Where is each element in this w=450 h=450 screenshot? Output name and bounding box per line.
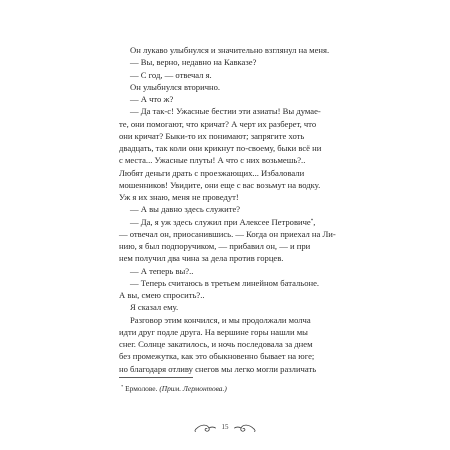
text-line: идти друг подле друга. На вершине горы нашли мы: [119, 326, 308, 337]
text-line: — Вы, верно, недавно на Кавказе?: [130, 57, 257, 68]
text-line: — Да так-с! Ужасные бестии эти азиаты! Вы думае-: [130, 106, 321, 117]
text-line: — А что ж?: [130, 94, 174, 104]
page-number: 15: [221, 423, 229, 431]
footnote-text: Ермолове.: [125, 384, 158, 393]
text-line: — С год, — отвечал я.: [130, 69, 212, 80]
text-line: те, они помогают, что кричат? А черт их разберет, что: [119, 118, 317, 129]
text-line: — отвечал он, приосанившись. — Когда он приехал на Ли-: [119, 228, 336, 239]
text-line-with-footnote: [119, 216, 331, 228]
text-line: мошенников! Увидите, они еще с вас возьмут на водку.: [119, 179, 321, 190]
text-line: но благодаря отливу снегов мы легко могли различать: [119, 363, 317, 374]
text-line: Уж я их знаю, меня не проведут!: [119, 192, 239, 202]
text-line: Он улыбнулся вторично.: [130, 81, 221, 92]
text-line: А вы, смею спросить?..: [119, 290, 205, 300]
text-line: снег. Солнце закатилось, и ночь последовала за днем: [119, 339, 313, 349]
footnote-note: (Прим. Лермонтова.): [159, 384, 227, 393]
text-line: нем получил два чина за дела против горцев.: [119, 253, 284, 264]
text-line-tail: ,: [313, 216, 316, 227]
text-line: — А теперь вы?..: [130, 265, 194, 276]
footnote-marker: *: [310, 218, 314, 224]
text-line: с места... Ужасные плуты! А что с них возьмешь?..: [119, 155, 306, 166]
footnote-mark: *: [121, 384, 124, 389]
body-text: [119, 44, 336, 375]
text-line: Я сказал ему.: [130, 302, 179, 313]
text-line: Разговор этим кончился, и мы продолжали молча: [130, 314, 311, 325]
footnote-divider: [119, 377, 193, 378]
footnote: [121, 384, 227, 394]
text-line-content: — Да, я уж здесь служил при Алексее Петровиче: [130, 216, 311, 227]
text-line: Любят деньги драть с проезжающих... Избаловали: [119, 167, 305, 178]
text-line: без промежутка, как это обыкновенно бывает на юге;: [119, 351, 315, 362]
text-line: двадцать, так коли они крикнут по-своему, быки всё ни: [119, 143, 322, 153]
text-line: — А вы давно здесь служите?: [130, 204, 241, 215]
text-line: нию, я был подпоручиком, — прибавил он, — и при: [119, 241, 311, 251]
text-line: Он лукаво улыбнулся и значительно взглянул на меня.: [130, 45, 330, 55]
text-line: они кричат? Быки-то их понимают; запрягите хоть: [119, 130, 305, 141]
text-line: — Теперь считаюсь в третьем линейном батальоне.: [130, 277, 320, 288]
